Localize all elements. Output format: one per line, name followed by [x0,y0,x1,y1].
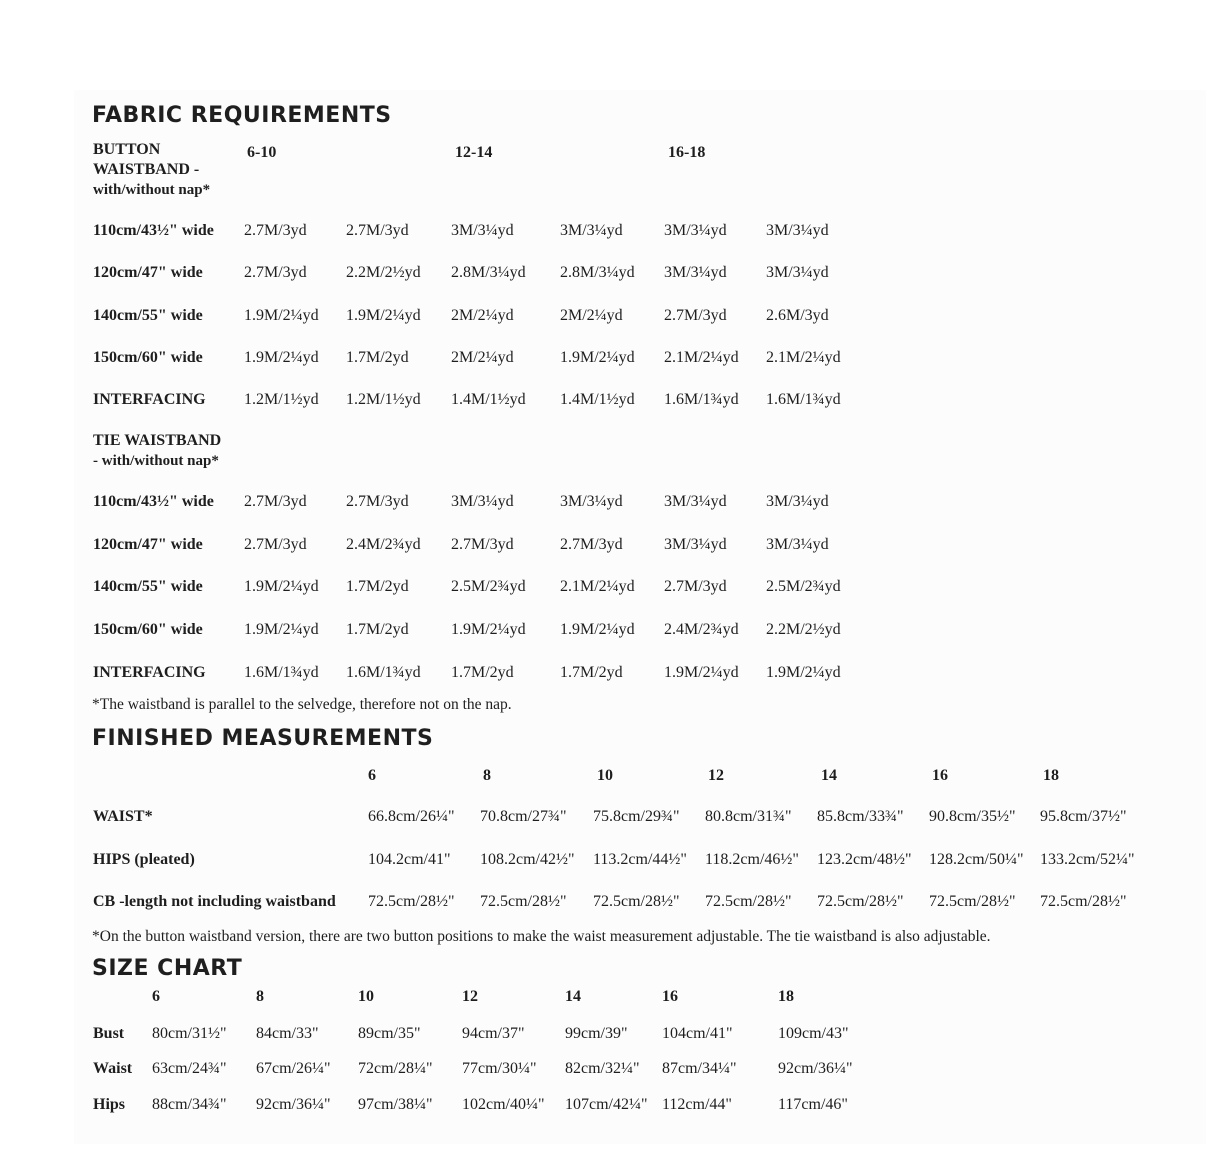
button-waistband-cell: 2.1M/2¼yd [766,349,841,366]
finished-size-header: 12 [708,767,724,784]
size-chart-cell: 94cm/37" [462,1025,525,1042]
finished-cell: 72.5cm/28½" [1040,893,1127,910]
tie-waistband-label-line1: TIE WAISTBAND [93,432,222,449]
button-waistband-label-line1: BUTTON [93,141,161,158]
button-waistband-cell: 3M/3¼yd [664,264,727,281]
finished-cell: 118.2cm/46½" [705,851,799,868]
finished-cell: 72.5cm/28½" [705,893,792,910]
tie-waistband-cell: 2.7M/3yd [346,493,409,510]
size-chart-cell: 80cm/31½" [152,1025,227,1042]
button-waistband-row-label: 150cm/60" wide [93,349,203,366]
tie-waistband-cell: 2.7M/3yd [451,536,514,553]
finished-size-header: 6 [368,767,376,784]
button-waistband-cell: 2.7M/3yd [244,264,307,281]
tie-waistband-cell: 2.2M/2½yd [766,621,841,638]
tie-waistband-label-line2: - with/without nap* [93,453,219,469]
finished-cell: 66.8cm/26¼" [368,808,455,825]
tie-waistband-cell: 1.6M/1¾yd [346,664,421,681]
size-chart-cell: 112cm/44" [662,1096,732,1113]
finished-row-label: CB -length not including waistband [93,893,336,910]
finished-cell: 72.5cm/28½" [480,893,567,910]
document-page [74,90,1206,1144]
fabric-requirements-heading: FABRIC REQUIREMENTS [92,103,392,128]
size-chart-size-header: 12 [462,988,478,1005]
button-waistband-cell: 1.9M/2¼yd [244,307,319,324]
size-chart-cell: 87cm/34¼" [662,1060,737,1077]
button-waistband-cell: 2.8M/3¼yd [560,264,635,281]
tie-waistband-row-label: INTERFACING [93,664,206,681]
finished-footnote: *On the button waistband version, there are two button positions to make the waist measurement adjustable. The tie waistband is also adjustable. [92,928,991,945]
tie-waistband-cell: 2.7M/3yd [560,536,623,553]
button-waistband-cell: 1.9M/2¼yd [244,349,319,366]
size-chart-cell: 102cm/40¼" [462,1096,545,1113]
tie-waistband-row-label: 120cm/47" wide [93,536,203,553]
tie-waistband-cell: 1.7M/2yd [346,621,409,638]
button-waistband-label-line3: with/without nap* [93,182,211,198]
finished-cell: 70.8cm/27¾" [480,808,567,825]
button-waistband-cell: 3M/3¼yd [766,222,829,239]
button-waistband-row-label: INTERFACING [93,391,206,408]
size-chart-cell: 67cm/26¼" [256,1060,331,1077]
tie-waistband-cell: 1.9M/2¼yd [244,578,319,595]
button-waistband-row-label: 140cm/55" wide [93,307,203,324]
finished-size-header: 18 [1043,767,1059,784]
finished-cell: 95.8cm/37½" [1040,808,1127,825]
fabric-footnote: *The waistband is parallel to the selvedge, therefore not on the nap. [92,696,512,713]
size-chart-row-label: Bust [93,1025,125,1042]
button-waistband-cell: 1.2M/1½yd [346,391,421,408]
size-group-12-14: 12-14 [455,144,493,161]
tie-waistband-cell: 2.5M/2¾yd [766,578,841,595]
button-waistband-cell: 1.4M/1½yd [560,391,635,408]
button-waistband-cell: 2.7M/3yd [346,222,409,239]
tie-waistband-cell: 1.9M/2¼yd [664,664,739,681]
size-chart-cell: 72cm/28¼" [358,1060,433,1077]
size-chart-row-label: Hips [93,1096,126,1113]
button-waistband-cell: 2.1M/2¼yd [664,349,739,366]
finished-size-header: 10 [597,767,613,784]
tie-waistband-cell: 1.7M/2yd [560,664,623,681]
finished-cell: 80.8cm/31¾" [705,808,792,825]
tie-waistband-cell: 2.7M/3yd [664,578,727,595]
size-chart-heading: SIZE CHART [92,956,243,981]
finished-cell: 123.2cm/48½" [817,851,912,868]
button-waistband-label-line2: WAISTBAND - [93,161,200,178]
button-waistband-cell: 2.6M/3yd [766,307,829,324]
button-waistband-cell: 1.9M/2¼yd [560,349,635,366]
button-waistband-cell: 2M/2¼yd [451,307,514,324]
size-chart-size-header: 18 [778,988,794,1005]
size-chart-cell: 89cm/35" [358,1025,421,1042]
finished-cell: 72.5cm/28½" [817,893,904,910]
button-waistband-cell: 1.6M/1¾yd [766,391,841,408]
finished-row-label: WAIST* [93,808,153,825]
button-waistband-cell: 1.7M/2yd [346,349,409,366]
button-waistband-cell: 2.7M/3yd [244,222,307,239]
tie-waistband-cell: 1.9M/2¼yd [766,664,841,681]
finished-cell: 133.2cm/52¼" [1040,851,1135,868]
button-waistband-cell: 1.4M/1½yd [451,391,526,408]
tie-waistband-cell: 2.7M/3yd [244,536,307,553]
size-chart-row-label: Waist [93,1060,133,1077]
size-group-16-18: 16-18 [668,144,706,161]
tie-waistband-cell: 1.9M/2¼yd [244,621,319,638]
size-chart-size-header: 14 [565,988,581,1005]
button-waistband-cell: 1.9M/2¼yd [346,307,421,324]
size-chart-size-header: 8 [256,988,264,1005]
size-chart-cell: 99cm/39" [565,1025,628,1042]
tie-waistband-row-label: 150cm/60" wide [93,621,203,638]
finished-cell: 85.8cm/33¾" [817,808,904,825]
tie-waistband-cell: 1.7M/2yd [346,578,409,595]
finished-cell: 75.8cm/29¾" [593,808,680,825]
size-group-6-10: 6-10 [247,144,277,161]
size-chart-cell: 92cm/36¼" [256,1096,331,1113]
button-waistband-cell: 3M/3¼yd [664,222,727,239]
tie-waistband-cell: 1.9M/2¼yd [451,621,526,638]
tie-waistband-row-label: 140cm/55" wide [93,578,203,595]
tie-waistband-cell: 1.9M/2¼yd [560,621,635,638]
tie-waistband-cell: 2.7M/3yd [244,493,307,510]
tie-waistband-cell: 3M/3¼yd [664,536,727,553]
tie-waistband-row-label: 110cm/43½" wide [93,493,214,510]
size-chart-size-header: 6 [152,988,160,1005]
finished-size-header: 16 [932,767,948,784]
size-chart-cell: 82cm/32¼" [565,1060,640,1077]
button-waistband-cell: 1.2M/1½yd [244,391,319,408]
button-waistband-cell: 2.2M/2½yd [346,264,421,281]
button-waistband-cell: 3M/3¼yd [766,264,829,281]
finished-cell: 113.2cm/44½" [593,851,687,868]
button-waistband-cell: 1.6M/1¾yd [664,391,739,408]
finished-size-header: 8 [483,767,491,784]
finished-measurements-heading: FINISHED MEASUREMENTS [92,726,434,751]
size-chart-cell: 63cm/24¾" [152,1060,227,1077]
finished-size-header: 14 [821,767,837,784]
tie-waistband-cell: 3M/3¼yd [766,493,829,510]
button-waistband-cell: 2.8M/3¼yd [451,264,526,281]
button-waistband-cell: 2M/2¼yd [451,349,514,366]
button-waistband-cell: 3M/3¼yd [560,222,623,239]
size-chart-cell: 92cm/36¼" [778,1060,853,1077]
finished-cell: 108.2cm/42½" [480,851,575,868]
size-chart-size-header: 10 [358,988,374,1005]
size-chart-cell: 88cm/34¾" [152,1096,227,1113]
button-waistband-row-label: 120cm/47" wide [93,264,203,281]
tie-waistband-cell: 2.5M/2¾yd [451,578,526,595]
finished-cell: 72.5cm/28½" [929,893,1016,910]
tie-waistband-cell: 1.7M/2yd [451,664,514,681]
tie-waistband-cell: 3M/3¼yd [766,536,829,553]
button-waistband-cell: 3M/3¼yd [451,222,514,239]
button-waistband-cell: 2.7M/3yd [664,307,727,324]
finished-cell: 72.5cm/28½" [368,893,455,910]
size-chart-size-header: 16 [662,988,678,1005]
finished-cell: 128.2cm/50¼" [929,851,1024,868]
tie-waistband-cell: 2.4M/2¾yd [664,621,739,638]
finished-cell: 72.5cm/28½" [593,893,680,910]
tie-waistband-cell: 3M/3¼yd [451,493,514,510]
finished-row-label: HIPS (pleated) [93,851,195,868]
button-waistband-cell: 2M/2¼yd [560,307,623,324]
tie-waistband-cell: 3M/3¼yd [560,493,623,510]
tie-waistband-cell: 1.6M/1¾yd [244,664,319,681]
finished-cell: 90.8cm/35½" [929,808,1016,825]
size-chart-cell: 84cm/33" [256,1025,319,1042]
tie-waistband-cell: 2.4M/2¾yd [346,536,421,553]
size-chart-cell: 77cm/30¼" [462,1060,537,1077]
button-waistband-row-label: 110cm/43½" wide [93,222,214,239]
size-chart-cell: 117cm/46" [778,1096,848,1113]
tie-waistband-cell: 2.1M/2¼yd [560,578,635,595]
size-chart-cell: 104cm/41" [662,1025,733,1042]
size-chart-cell: 109cm/43" [778,1025,849,1042]
size-chart-cell: 107cm/42¼" [565,1096,648,1113]
size-chart-cell: 97cm/38¼" [358,1096,433,1113]
tie-waistband-cell: 3M/3¼yd [664,493,727,510]
finished-cell: 104.2cm/41" [368,851,451,868]
